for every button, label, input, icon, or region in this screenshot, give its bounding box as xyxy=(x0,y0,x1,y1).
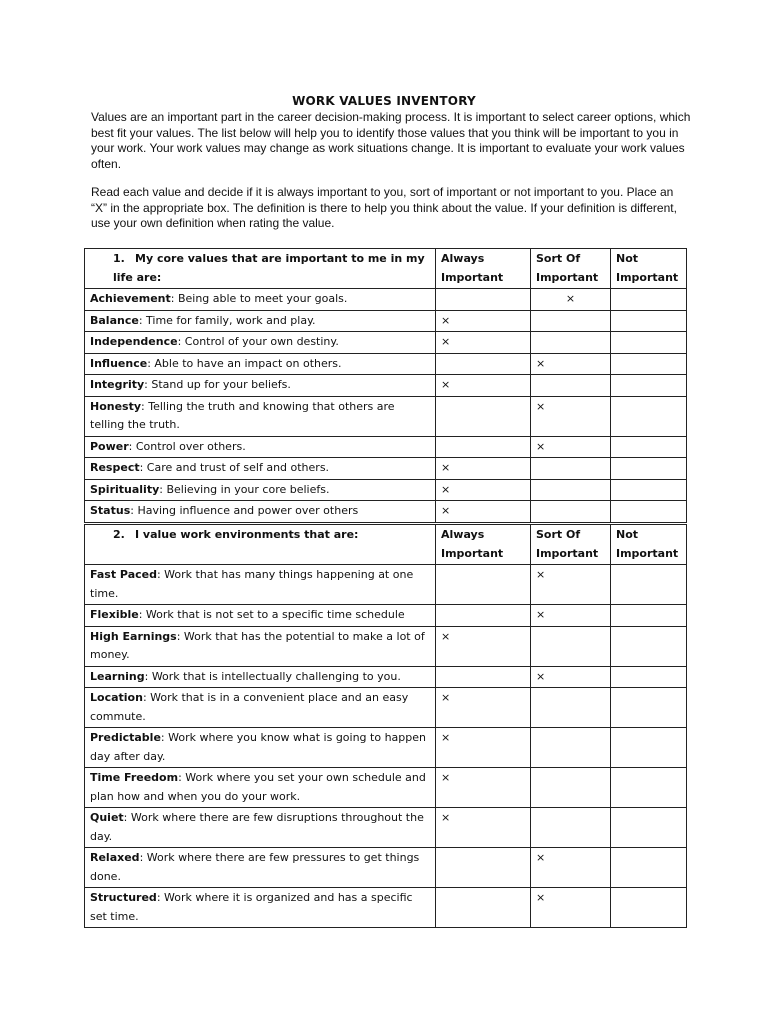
value-cell xyxy=(85,666,436,688)
x-mark: × xyxy=(536,356,546,370)
value-name: Respect xyxy=(90,461,140,474)
rating-cell-not[interactable] xyxy=(611,332,687,354)
value-cell xyxy=(85,565,436,605)
table-row xyxy=(85,666,687,688)
rating-cell-sort-of[interactable] xyxy=(531,353,611,375)
value-definition: : Work that is not set to a specific time schedule xyxy=(138,608,405,621)
x-mark: × xyxy=(441,731,451,744)
rating-cell-not[interactable] xyxy=(611,310,687,332)
value-cell xyxy=(85,375,436,397)
rating-cell-always[interactable] xyxy=(436,728,531,768)
rating-cell-always[interactable] xyxy=(436,666,531,688)
value-cell xyxy=(85,479,436,501)
x-mark: × xyxy=(536,568,546,581)
rating-cell-always[interactable] xyxy=(436,626,531,666)
table-header-row xyxy=(85,525,687,565)
table-row xyxy=(85,310,687,332)
value-definition: : Work where it is organized and has a specific set time. xyxy=(90,891,413,923)
rating-cell-sort-of[interactable] xyxy=(531,688,611,728)
value-name: Structured xyxy=(90,891,157,904)
rating-cell-always[interactable] xyxy=(436,458,531,480)
rating-cell-always[interactable] xyxy=(436,688,531,728)
rating-cell-always[interactable] xyxy=(436,436,531,458)
rating-cell-not[interactable] xyxy=(611,375,687,397)
rating-cell-not[interactable] xyxy=(611,396,687,436)
value-definition: : Work that is in a convenient place and an easy commute. xyxy=(90,691,409,723)
value-cell xyxy=(85,289,436,311)
value-cell xyxy=(85,310,436,332)
rating-cell-sort-of[interactable] xyxy=(531,396,611,436)
value-cell xyxy=(85,436,436,458)
x-mark: × xyxy=(441,771,451,784)
rating-cell-not[interactable] xyxy=(611,808,687,848)
rating-cell-not[interactable] xyxy=(611,501,687,523)
rating-cell-sort-of[interactable] xyxy=(531,666,611,688)
question-text: I value work environments that are: xyxy=(135,528,359,541)
value-name: Honesty xyxy=(90,399,142,413)
table-row xyxy=(85,605,687,627)
rating-cell-sort-of[interactable] xyxy=(531,289,611,311)
x-mark: × xyxy=(536,608,546,621)
rating-cell-always[interactable] xyxy=(436,289,531,311)
value-cell xyxy=(85,605,436,627)
value-name: Predictable xyxy=(90,731,161,744)
instructions-paragraph: Read each value and decide if it is always important to you, sort of important or not important to you. Place an “X” in the appropriate box. The definition is there to help you think about the value. If your definition is different, use your own definition when rating the value. xyxy=(91,185,677,230)
work-environment-table xyxy=(84,524,687,928)
value-cell xyxy=(85,768,436,808)
value-definition: : Time for family, work and play. xyxy=(138,313,316,327)
value-definition: : Being able to meet your goals. xyxy=(170,292,348,305)
table-row xyxy=(85,688,687,728)
value-name: Spirituality xyxy=(90,482,160,496)
x-mark: × xyxy=(536,851,546,864)
rating-cell-always[interactable] xyxy=(436,888,531,928)
rating-cell-sort-of[interactable] xyxy=(531,565,611,605)
x-mark: × xyxy=(441,504,451,517)
rating-cell-not[interactable] xyxy=(611,458,687,480)
table-row xyxy=(85,436,687,458)
rating-cell-always[interactable] xyxy=(436,808,531,848)
question-text: My core values that are important to me in my life are: xyxy=(113,252,425,284)
rating-cell-not[interactable] xyxy=(611,353,687,375)
rating-cell-always[interactable] xyxy=(436,605,531,627)
value-name: Achievement xyxy=(90,292,171,305)
rating-cell-sort-of[interactable] xyxy=(531,501,611,523)
rating-cell-always[interactable] xyxy=(436,501,531,523)
x-mark: × xyxy=(565,292,576,305)
value-name: High Earnings xyxy=(90,629,177,643)
rating-cell-sort-of[interactable] xyxy=(531,605,611,627)
rating-cell-always[interactable] xyxy=(436,375,531,397)
table-row xyxy=(85,458,687,480)
rating-cell-not[interactable] xyxy=(611,436,687,458)
value-name: Balance xyxy=(90,313,139,327)
x-mark: × xyxy=(536,669,546,683)
rating-cell-sort-of[interactable] xyxy=(531,375,611,397)
value-name: Learning xyxy=(90,669,145,683)
value-definition: : Work that has the potential to make a lot of money. xyxy=(90,629,425,661)
rating-cell-always[interactable] xyxy=(436,396,531,436)
rating-cell-sort-of[interactable] xyxy=(531,332,611,354)
value-definition: : Work that is intellectually challenging to you. xyxy=(144,669,401,683)
table-row xyxy=(85,808,687,848)
value-cell xyxy=(85,688,436,728)
x-mark: × xyxy=(441,482,451,496)
table-row xyxy=(85,565,687,605)
table-row xyxy=(85,626,687,666)
rating-cell-not[interactable] xyxy=(611,688,687,728)
always-important-header: Always Important xyxy=(436,525,531,565)
rating-cell-always[interactable] xyxy=(436,565,531,605)
rating-cell-not[interactable] xyxy=(611,888,687,928)
value-definition: : Believing in your core beliefs. xyxy=(159,482,330,496)
rating-cell-sort-of[interactable] xyxy=(531,436,611,458)
value-definition: : Stand up for your beliefs. xyxy=(144,378,291,391)
value-cell xyxy=(85,626,436,666)
table-row xyxy=(85,375,687,397)
rating-cell-not[interactable] xyxy=(611,768,687,808)
rating-cell-sort-of[interactable] xyxy=(531,310,611,332)
value-cell xyxy=(85,501,436,523)
value-name: Influence xyxy=(90,356,148,370)
value-name: Fast Paced xyxy=(90,568,157,581)
always-important-header: Always Important xyxy=(436,249,531,289)
value-cell xyxy=(85,332,436,354)
value-name: Power xyxy=(90,439,129,453)
rating-cell-sort-of[interactable] xyxy=(531,808,611,848)
value-definition: : Control of your own destiny. xyxy=(177,335,339,348)
table-row xyxy=(85,848,687,888)
rating-cell-sort-of[interactable] xyxy=(531,458,611,480)
x-mark: × xyxy=(536,439,546,453)
rating-cell-not[interactable] xyxy=(611,666,687,688)
value-cell xyxy=(85,888,436,928)
value-name: Relaxed xyxy=(90,851,140,864)
x-mark: × xyxy=(441,629,451,643)
table-row xyxy=(85,353,687,375)
value-name: Time Freedom xyxy=(90,771,179,784)
rating-cell-always[interactable] xyxy=(436,310,531,332)
table-row xyxy=(85,888,687,928)
table-row xyxy=(85,332,687,354)
rating-cell-not[interactable] xyxy=(611,626,687,666)
rating-cell-always[interactable] xyxy=(436,768,531,808)
table-row xyxy=(85,768,687,808)
document-title: WORK VALUES INVENTORY xyxy=(292,94,476,108)
value-definition: : Control over others. xyxy=(128,439,246,453)
value-name: Independence xyxy=(90,335,178,348)
sort-of-important-header: Sort Of Important xyxy=(531,525,611,565)
table-row xyxy=(85,728,687,768)
question-header xyxy=(85,249,436,289)
x-mark: × xyxy=(441,811,451,824)
rating-cell-not[interactable] xyxy=(611,848,687,888)
not-important-header: Not Important xyxy=(611,525,687,565)
x-mark: × xyxy=(441,313,451,327)
rating-cell-always[interactable] xyxy=(436,332,531,354)
x-mark: × xyxy=(441,378,451,391)
value-definition: : Having influence and power over others xyxy=(130,504,359,517)
rating-cell-not[interactable] xyxy=(611,605,687,627)
x-mark: × xyxy=(441,335,451,348)
value-name: Flexible xyxy=(90,608,139,621)
rating-cell-not[interactable] xyxy=(611,728,687,768)
table-row xyxy=(85,396,687,436)
rating-cell-not[interactable] xyxy=(611,289,687,311)
x-mark: × xyxy=(536,891,546,904)
rating-cell-not[interactable] xyxy=(611,565,687,605)
table-row xyxy=(85,479,687,501)
value-definition: : Work where there are few disruptions throughout the day. xyxy=(90,811,424,843)
rating-cell-sort-of[interactable] xyxy=(531,888,611,928)
rating-cell-sort-of[interactable] xyxy=(531,728,611,768)
x-mark: × xyxy=(536,399,546,413)
value-name: Location xyxy=(90,691,143,704)
value-name: Status xyxy=(90,504,131,517)
table-row xyxy=(85,501,687,523)
table-row xyxy=(85,289,687,311)
rating-cell-sort-of[interactable] xyxy=(531,626,611,666)
core-values-table xyxy=(84,248,687,523)
question-number: 1. xyxy=(113,252,125,265)
value-definition: : Telling the truth and knowing that others are telling the truth. xyxy=(90,399,395,431)
rating-cell-always[interactable] xyxy=(436,353,531,375)
value-definition: : Work where you set your own schedule and plan how and when you do your work. xyxy=(90,771,426,803)
question-number: 2. xyxy=(113,528,125,541)
rating-cell-sort-of[interactable] xyxy=(531,768,611,808)
rating-cell-sort-of[interactable] xyxy=(531,848,611,888)
value-cell xyxy=(85,458,436,480)
x-mark: × xyxy=(441,691,451,704)
x-mark: × xyxy=(441,461,451,474)
question-header xyxy=(85,525,436,565)
value-cell xyxy=(85,353,436,375)
value-cell xyxy=(85,728,436,768)
value-cell xyxy=(85,848,436,888)
rating-cell-always[interactable] xyxy=(436,848,531,888)
sort-of-important-header: Sort Of Important xyxy=(531,249,611,289)
rating-cell-not[interactable] xyxy=(611,479,687,501)
not-important-header: Not Important xyxy=(611,249,687,289)
value-definition: : Care and trust of self and others. xyxy=(139,461,330,474)
value-name: Integrity xyxy=(90,378,145,391)
table-header-row xyxy=(85,249,687,289)
value-definition: : Work where there are few pressures to get things done. xyxy=(90,851,420,883)
value-cell xyxy=(85,808,436,848)
rating-cell-sort-of[interactable] xyxy=(531,479,611,501)
value-cell xyxy=(85,396,436,436)
value-name: Quiet xyxy=(90,811,124,824)
value-definition: : Able to have an impact on others. xyxy=(147,356,342,370)
value-definition: : Work where you know what is going to happen day after day. xyxy=(90,731,426,763)
value-definition: : Work that has many things happening at one time. xyxy=(90,568,414,600)
rating-cell-always[interactable] xyxy=(436,479,531,501)
intro-paragraph: Values are an important part in the career decision-making process. It is important to select career options, which best fit your values. The list below will help you to identify those values that you think will be important to you in your work. Your work values may change as work situations change. It is important to evaluate your work values often. xyxy=(91,110,691,171)
